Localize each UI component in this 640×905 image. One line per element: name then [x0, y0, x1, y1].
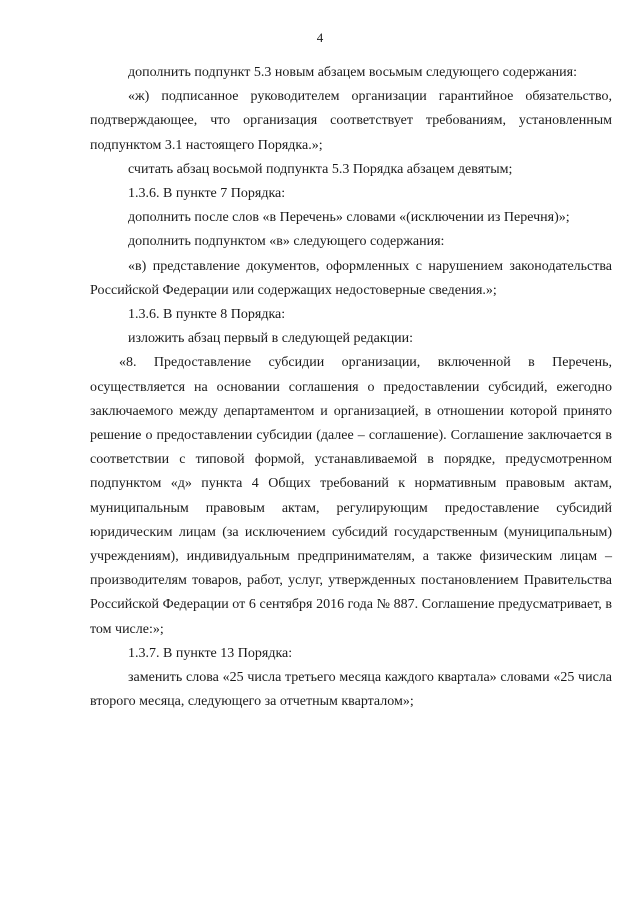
- paragraph-add-subitem-v: дополнить подпунктом «в» следующего содержания:: [128, 234, 445, 250]
- paragraph-quote-v: «в) представление документов, оформленных с нарушением законодательства Российской Федерации или содержащих недостоверные сведения.»;: [90, 258, 612, 298]
- document-body: [90, 61, 612, 714]
- paragraph-heading-1-3-7: 1.3.7. В пункте 13 Порядка:: [128, 645, 293, 661]
- paragraph-replace-words: заменить слова «25 числа третьего месяца каждого квартала» словами «25 числа второго месяца, следующего за отчетным кварталом»;: [90, 670, 612, 710]
- paragraph-quote-8: «8. Предоставление субсидии организации, включенной в Перечень, осуществляется на основании соглашения о предоставлении субсидий, ежегодно заключаемого между департаментом и организацией, в отношении которой принято решение о предоставлении субсидии (далее – соглашение). Соглашение заключается в соответствии с типовой формой, устанавливаемой в порядке, предусмотренном подпунктом «д» пункта 4 Общих требований к нормативным правовым актам, муниципальным правовым актам, регулирующим предоставление субсидий юридическим лицам (за исключением субсидий государственным (муниципальным) учреждениям), индивидуальным предпринимателям, а также физическим лицам – производителям товаров, работ, услуг, утвержденных постановлением Правительства Российской Федерации от 6 сентября 2016 года № 887. Соглашение предусматривает, в том числе:»;: [90, 355, 612, 637]
- paragraph-amend-5-3: дополнить подпункт 5.3 новым абзацем восьмым следующего содержания:: [128, 65, 577, 80]
- paragraph-heading-1-3-6-a: 1.3.6. В пункте 7 Порядка:: [128, 186, 286, 202]
- page-number: 4: [316, 30, 324, 45]
- paragraph-renumber: считать абзац восьмой подпункта 5.3 Порядка абзацем девятым;: [128, 161, 513, 177]
- paragraph-heading-1-3-6-b: 1.3.6. В пункте 8 Порядка:: [128, 307, 286, 323]
- paragraph-amend-list: дополнить после слов «в Перечень» словами «(исключении из Перечня)»;: [128, 210, 570, 226]
- paragraph-restate: изложить абзац первый в следующей редакции:: [128, 331, 414, 347]
- paragraph-quote-zh: «ж) подписанное руководителем организации гарантийное обязательство, подтверждающее, что организация соответствует требованиям, установленным подпунктом 3.1 настоящего Порядка.»;: [90, 89, 612, 153]
